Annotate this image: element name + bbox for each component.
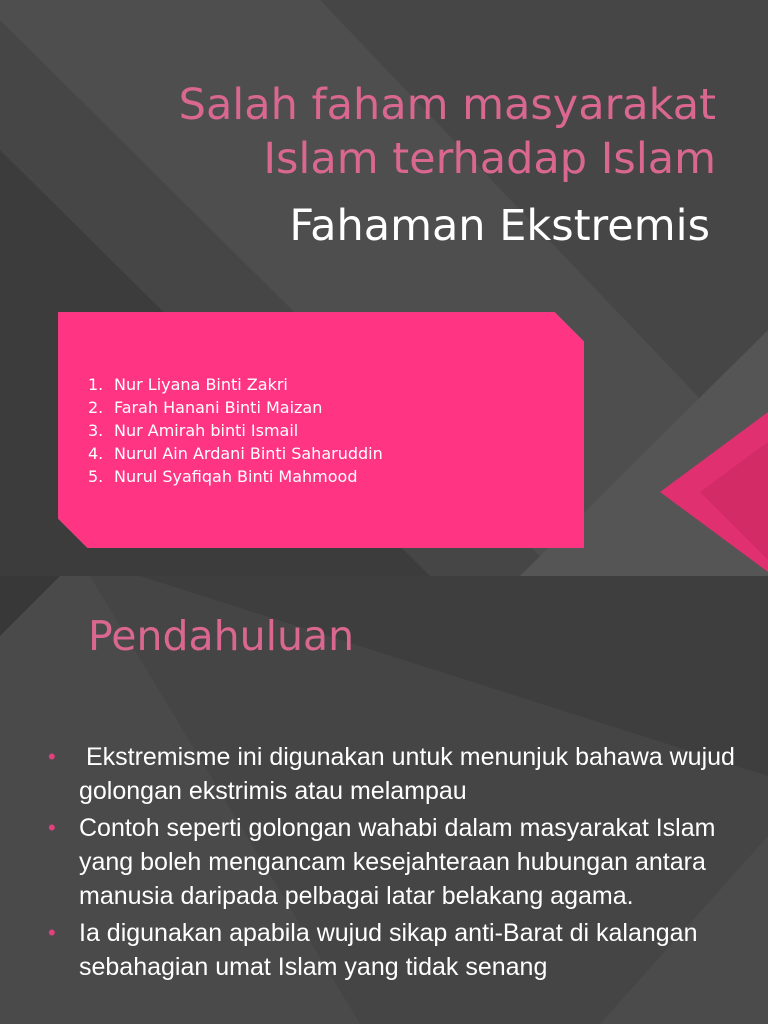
- bullet-list: [46, 740, 742, 987]
- member-number: 2.: [88, 398, 104, 417]
- member-name: Nurul Ain Ardani Binti Saharuddin: [114, 444, 383, 463]
- member-name: Farah Hanani Binti Maizan: [114, 398, 323, 417]
- member-item: [88, 396, 383, 419]
- bullet-icon: •: [48, 920, 56, 945]
- bullet-text: Contoh seperti golongan wahabi dalam masyarakat Islam yang boleh mengancam kesejahteraan hubungan antara manusia daripada pelbagai latar belakang agama.: [79, 814, 716, 910]
- member-item: [88, 442, 383, 465]
- member-number: 1.: [88, 375, 104, 394]
- member-name: Nur Amirah binti Ismail: [114, 421, 299, 440]
- member-name: Nur Liyana Binti Zakri: [114, 375, 288, 394]
- slide-title: Salah faham masyarakat Islam terhadap Islam: [178, 80, 716, 184]
- member-item: [88, 419, 383, 442]
- member-item: [88, 465, 383, 488]
- bullet-text: Ia digunakan apabila wujud sikap anti-Barat di kalangan sebahagian umat Islam yang tidak senang: [79, 919, 698, 981]
- member-number: 5.: [88, 467, 104, 486]
- member-item: [88, 373, 383, 396]
- members-box: [58, 312, 584, 548]
- member-name: Nurul Syafiqah Binti Mahmood: [114, 467, 358, 486]
- bullet-icon: •: [48, 744, 56, 769]
- member-number: 3.: [88, 421, 104, 440]
- slide-subtitle: Fahaman Ekstremis: [289, 201, 710, 251]
- section-heading: Pendahuluan: [88, 612, 355, 660]
- members-list: [88, 373, 383, 488]
- bullet-icon: •: [48, 815, 56, 840]
- bullet-text: Ekstremisme ini digunakan untuk menunjuk bahawa wujud golongan ekstrimis atau melampau: [79, 743, 742, 805]
- bullet-item: [46, 740, 742, 808]
- bullet-item: [46, 916, 736, 984]
- content-slide: [0, 576, 768, 1024]
- member-number: 4.: [88, 444, 104, 463]
- bullet-item: [46, 811, 736, 913]
